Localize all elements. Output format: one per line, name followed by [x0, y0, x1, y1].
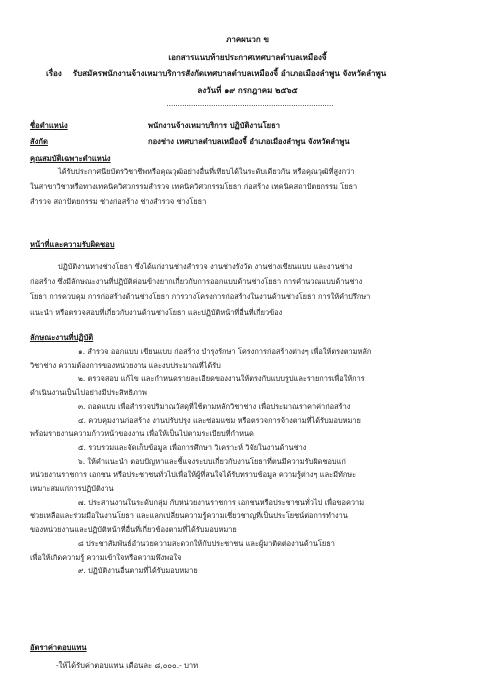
qualification-line: สำรวจ สถาปัตยกรรม ช่างก่อสร้าง ช่างสำรวจ ช่างโยธา [30, 197, 207, 207]
division-value: กองช่าง เทศบาลตำบลเหมืองจี้ อำเภอเมืองลำพูน จังหวัดลำพูน [148, 137, 350, 146]
tasks-list [30, 345, 470, 578]
pay-heading: อัตราค่าตอบแทน [30, 643, 87, 652]
qualification-text [30, 164, 470, 210]
duties-line: ก่อสร้าง ซึ่งมีลักษณะงานที่ปฏิบัติค่อนข้างยากเกี่ยวกับการออกแบบด้านช่างโยธา การคำนวณแบบด้านช่าง [30, 277, 363, 287]
duties-line: ปฏิบัติงานทางช่างโยธา ซึ่งได้แก่งานช่างสำรวจ งานช่างรังวัด งานช่างเขียนแบบ และงานช่าง [58, 262, 353, 271]
task-item: ๔. ควบคุมงานก่อสร้าง งานปรับปรุง และซ่อมแซม หรือตรวจการจ้างตามที่ได้รับมอบหมาย พร้อมรายงานความก้าวหน้าของงาน เพื่อให้เป็นไปตามระเบียบที่กำหนด [30, 415, 361, 439]
task-item: ๓. ถอดแบบ เพื่อสำรวจปริมาณวัสดุที่ใช้ตามหลักวิชาช่าง เพื่อประมาณราคาค่าก่อสร้าง [78, 401, 351, 411]
duties-text [30, 259, 470, 320]
duties-line: โยธา การควบคุม การก่อสร้างด้านช่างโยธา การวางโครงการก่อสร้างในงานด้านช่างโยธา การให้คำปรึกษา [30, 292, 371, 302]
separator-line: ........................................................................... [166, 100, 334, 108]
position-value: พนักงานจ้างเหมาบริการ ปฏิบัติงานโยธา [148, 121, 280, 130]
task-item: ๗. ประสานงานในระดับกลุ่ม กับหน่วยงานราชการ เอกชนหรือประชาชนทั่วไป เพื่อขอความ ช่วยเหลือและร่วมมือในงานโยธา และแลกเปลี่ยนความรู้ความเชี่ยวชาญที่เป็นประโยชน์ต่อการทำงาน ของหน่วยงานและปฏิบัติหน้าที่อื่นที่เกี่ยวข้องตามที่ได้รับมอบหมาย [30, 497, 365, 535]
task-item: ๒. ตรวจสอบ แก้ไข และกำหนดรายละเอียดของงานให้ตรงกับแบบรูปและรายการเพื่อให้การ ดำเนินงานเป็นไปอย่างมีประสิทธิภาพ [30, 374, 365, 398]
duties-heading: หน้าที่และความรับผิดชอบ [30, 240, 115, 249]
duties-line: แนะนำ หรือตรวจสอบที่เกี่ยวกับงานด้านช่างโยธา และปฏิบัติหน้าที่อื่นที่เกี่ยวข้อง [30, 307, 283, 317]
division-label: สังกัด [30, 137, 48, 146]
date-line: ลงวันที่ ๑๙ กรกฎาคม ๒๕๖๕ [197, 85, 298, 95]
position-label: ชื่อตำแหน่ง [30, 121, 68, 130]
qualification-line: ได้รับประกาศนียบัตรวิชาชีพหรือคุณวุฒิอย่างอื่นที่เทียบได้ในระดับเดียวกัน หรือคุณวุฒิที่สูงกว่า [58, 167, 355, 176]
annex-title: ภาคผนวก ข [226, 34, 269, 44]
subject-label: เรื่อง [46, 68, 62, 78]
pay-line: -ให้ได้รับค่าตอบแทน เดือนละ ๘,๐๐๐.- บาท [56, 661, 199, 670]
task-item: ๑. สำรวจ ออกแบบ เขียนแบบ ก่อสร้าง บำรุงรักษา โครงการก่อสร้างต่างๆ เพื่อให้ตรงตามหลัก วิชาช่าง ความต้องการของหน่วยงาน และงบประมาณที่ได้รับ [30, 347, 372, 370]
task-item: ๕. รวบรวมและจัดเก็บข้อมูล เพื่อการศึกษา วิเคราะห์ วิจัยในงานด้านช่าง [78, 442, 307, 452]
task-item: ๙. ปฏิบัติงานอื่นตามที่ได้รับมอบหมาย [78, 566, 198, 576]
qualification-heading: คุณสมบัติเฉพาะตำแหน่ง [30, 154, 111, 163]
task-item: ๖. ให้คำแนะนำ ตอบปัญหาและชี้แจงระบบเกี่ยวกับงานโยธาที่ตนมีความรับผิดชอบแก่ หน่วยงานราชการ เอกชน หรือประชาชนทั่วไปเพื่อให้ผู้ที่สนใจได้รับทราบข้อมูล ความรู้ต่างๆ และมีทักษะ เหมาะสมแก่การปฏิบัติงาน [30, 456, 357, 494]
task-item: ๘ ประชาสัมพันธ์อำนวยความสะดวกให้กับประชาชน และผู้มาติดต่องานด้านโยธา เพื่อให้เกิดความรู้ ความเข้าใจหรือความพึงพอใจ [30, 538, 335, 562]
tasks-heading: ลักษณะงานที่ปฏิบัติ [30, 333, 94, 342]
subject-line [46, 67, 466, 80]
document-title: เอกสารแนบท้ายประกาศเทศบาลตำบลเหมืองจี้ [168, 52, 327, 62]
subject-text: รับสมัครพนักงานจ้างเหมาบริการสังกัดเทศบาลตำบลเหมืองจี้ อำเภอเมืองลำพูน จังหวัดลำพูน [72, 68, 387, 78]
qualification-line: ในสาขาวิชาหรือทางเทคนิควิศวกรรมสำรวจ เทคนิควิศวกรรมโยธา ก่อสร้าง เทคนิคสถาปัตยกรรม โยธา [30, 182, 358, 192]
